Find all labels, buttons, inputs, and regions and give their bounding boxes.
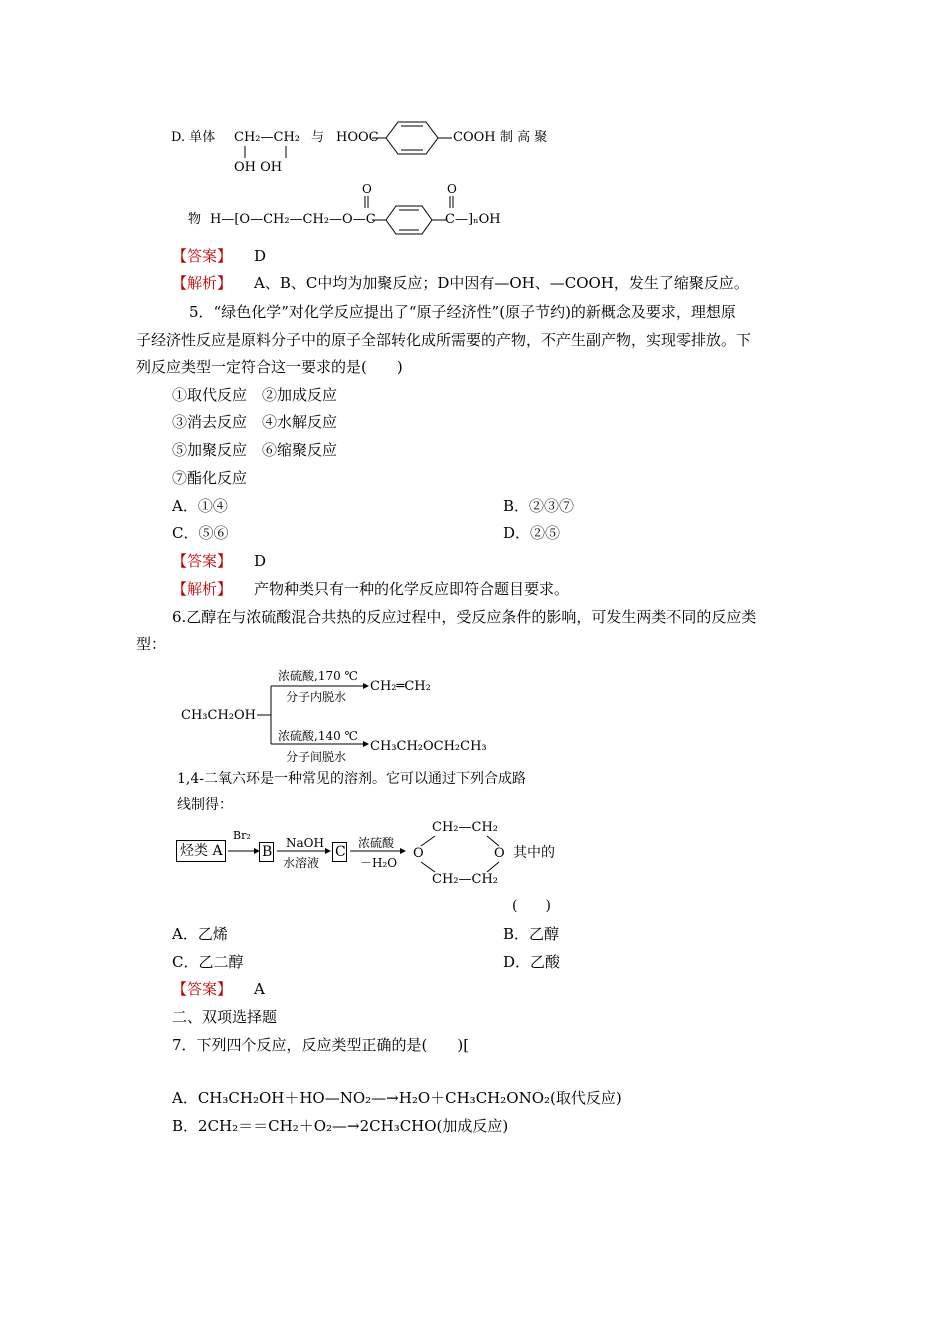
q4-d-polymer-prefix: 物: [188, 212, 202, 227]
q5-item-row: ③消去反应 ④水解反应: [172, 413, 338, 431]
q4-analysis-text: A、B、C中均为加聚反应；D中因有—OH、—COOH，发生了缩聚反应。: [254, 274, 749, 292]
q5-item-row: ①取代反应 ②加成反应: [172, 386, 338, 404]
q5-option-b: B．②③⑦: [503, 497, 575, 515]
q6-option-d: D．乙酸: [503, 953, 561, 971]
q6-route-reagent1: Br₂: [233, 829, 251, 842]
q7-stem: 7．下列四个反应，反应类型正确的是( )[: [172, 1036, 470, 1054]
q5-analysis-text: 产物种类只有一种的化学反应即符合题目要求。: [254, 580, 570, 598]
q6-route-box-b: [259, 842, 274, 862]
q6-upper-condition: 浓硫酸,170 ℃: [278, 669, 358, 683]
q6-upper-product: CH₂═CH₂: [370, 679, 431, 694]
q6-ring-left-o: O: [413, 846, 424, 861]
q6-option-a: A．乙烯: [172, 925, 228, 943]
q4-answer-label: 【答案】: [172, 247, 233, 265]
q4-d-monomer-b-left: HOOC: [336, 130, 379, 145]
q4-answer-value: D: [254, 247, 267, 265]
q4-d-polymer-end: C—]ₙOH: [445, 212, 501, 227]
q5-answer-label: 【答案】: [172, 552, 233, 570]
q4-analysis-label: 【解析】: [172, 274, 233, 292]
q7-option-b: B．2CH₂＝＝CH₂＋O₂—→2CH₃CHO(加成反应): [172, 1117, 509, 1135]
q6-route-b: B: [262, 844, 273, 860]
svg-text:O: O: [362, 182, 372, 196]
q4-d-and: 与: [311, 130, 325, 145]
q5-item-row: ⑤加聚反应 ⑥缩聚反应: [172, 441, 338, 459]
q5-item-row: ⑦酯化反应: [172, 469, 248, 487]
q6-ring-bottom: CH₂—CH₂: [432, 872, 498, 887]
q6-route-reagent2-bottom: 水溶液: [283, 856, 320, 870]
q4-d-monomer-b-right: COOH: [453, 130, 496, 145]
q6-route-reagent3-bottom: －H₂O: [360, 856, 398, 870]
q6-answer-value: A: [254, 980, 265, 998]
q6-route-suffix: 其中的: [513, 845, 555, 861]
q6-route-box-c: [332, 842, 347, 862]
q4-d-monomer-a-top: CH₂—CH₂: [234, 130, 300, 145]
q6-route-c: C: [335, 844, 346, 860]
q6-sub-stem-line2: 线制得：: [177, 797, 233, 813]
section2-title: 二、双项选择题: [172, 1008, 278, 1026]
q6-ring-top: CH₂—CH₂: [432, 820, 498, 835]
q7-option-a: A．CH₃CH₂OH＋HO—NO₂—→H₂O＋CH₃CH₂ONO₂(取代反应): [172, 1089, 622, 1107]
q4-d-option-prefix: D. 单体: [171, 130, 216, 145]
q5-option-d: D．②⑤: [503, 524, 561, 542]
q6-stem-line2: 型：: [136, 635, 167, 653]
q6-stem-line1: 6.乙醇在与浓硫酸混合共热的反应过程中，受反应条件的影响，可发生两类不同的反应类: [172, 608, 757, 626]
q6-ring-right-o: O: [494, 846, 505, 861]
q4-d-polymer-formula: H—[O—CH₂—CH₂—O—C: [210, 212, 376, 227]
q6-route-a: 烃类 A: [180, 843, 223, 859]
svg-text:O: O: [447, 182, 457, 196]
q4-d-suffix: 制 高 聚: [500, 130, 548, 145]
q4-monomer-a-bonds: [238, 146, 298, 160]
q6-lower-note: 分子间脱水: [286, 750, 347, 764]
q6-lower-condition: 浓硫酸,140 ℃: [278, 729, 358, 743]
q5-answer-value: D: [254, 552, 267, 570]
q4-d-monomer-a-bottom: OH OH: [234, 160, 283, 175]
q6-sub-stem-line1: 1,4-二氧六环是一种常见的溶剂。它可以通过下列合成路: [177, 771, 526, 787]
q6-upper-note: 分子内脱水: [286, 690, 347, 704]
q4-benzene-ring-1: [372, 118, 454, 158]
q6-ethanol: CH₃CH₂OH: [181, 708, 256, 723]
q5-option-c: C．⑤⑥: [172, 524, 229, 542]
q5-stem-line1: 5．“绿色化学”对化学反应提出了“原子经济性”(原子节约)的新概念及要求，理想原: [189, 303, 736, 321]
q5-stem-line3: 列反应类型一定符合这一要求的是( ): [136, 358, 403, 376]
q5-analysis-label: 【解析】: [172, 580, 233, 598]
q6-lower-product: CH₃CH₂OCH₂CH₃: [370, 739, 487, 754]
q5-option-a: A．①④: [172, 497, 228, 515]
q6-route-reagent2-top: NaOH: [286, 836, 324, 850]
q6-option-c: C．乙二醇: [172, 953, 244, 971]
q5-stem-line2: 子经济性反应是原料分子中的原子全部转化成所需要的产物，不产生副产物，实现零排放。下: [136, 331, 752, 349]
q6-option-b: B．乙醇: [503, 925, 560, 943]
q6-answer-label: 【答案】: [172, 980, 233, 998]
q6-ring-bonds: [413, 832, 508, 877]
q6-route-reagent3-top: 浓硫酸: [358, 836, 395, 850]
q6-blank: ( ): [512, 898, 551, 914]
q6-route-box-a: [176, 840, 226, 862]
